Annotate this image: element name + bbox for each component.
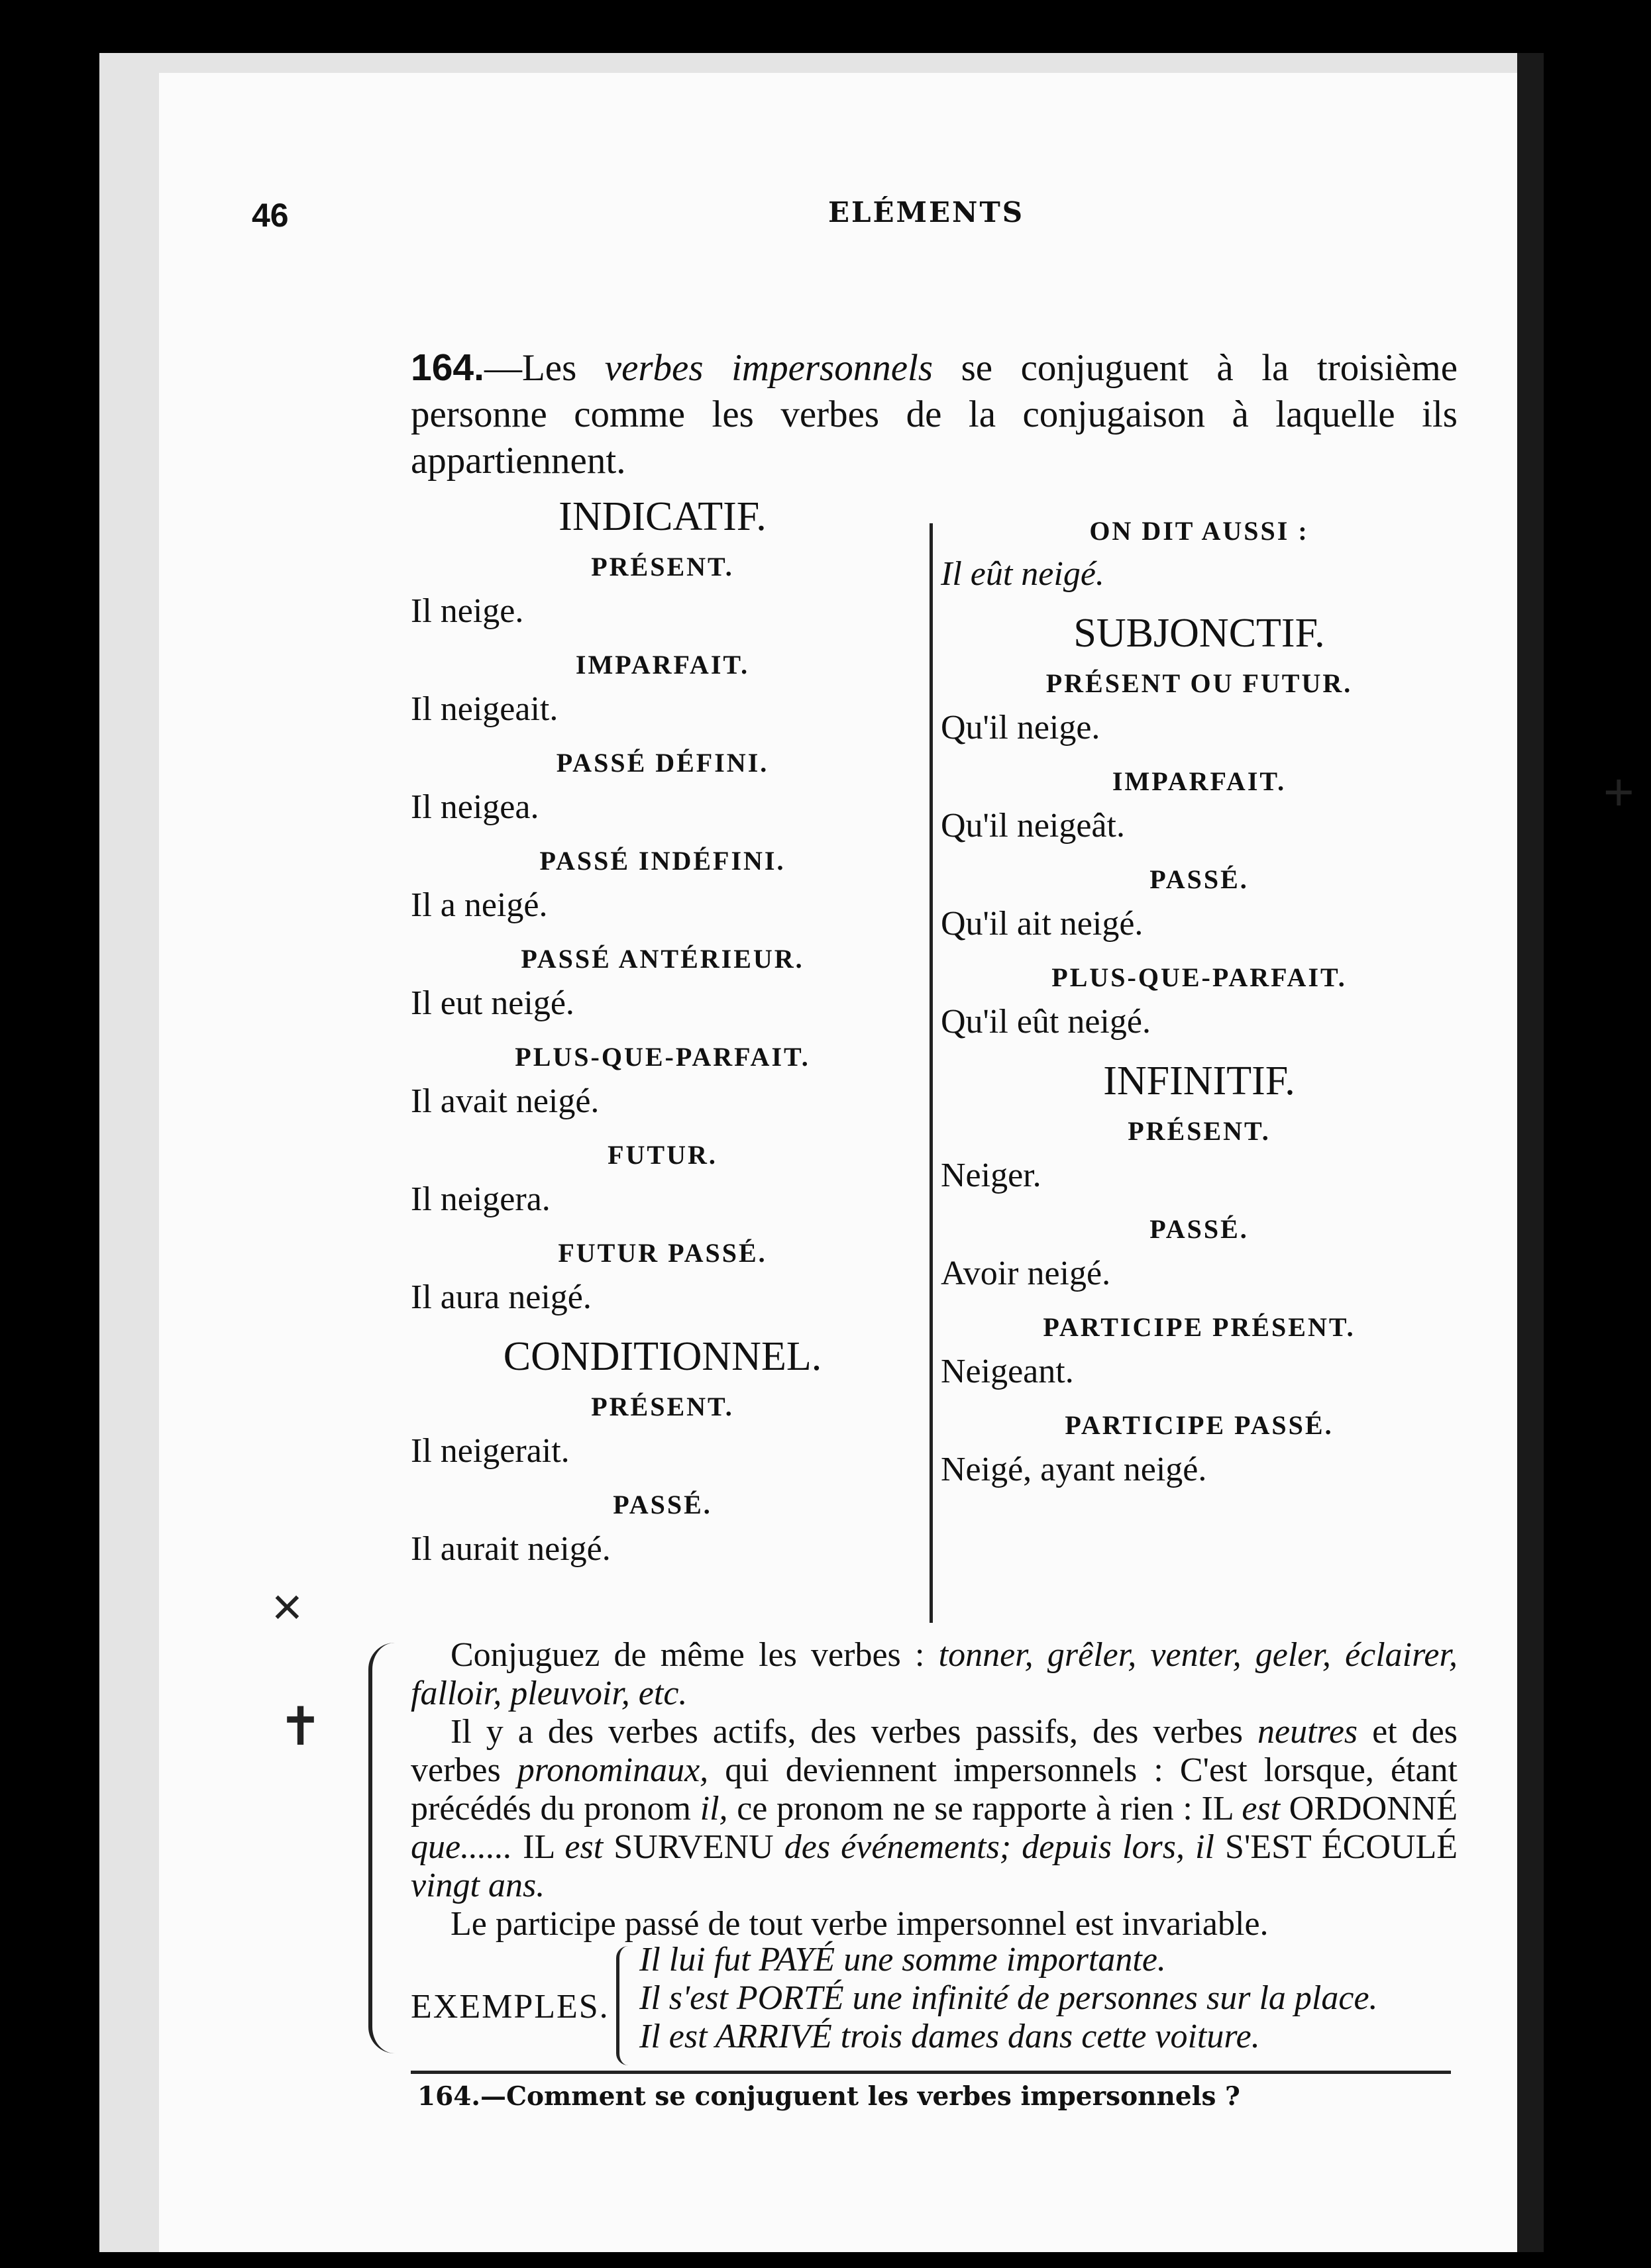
intro-paragraph [411,344,1458,484]
left-column [411,490,914,1582]
note-text: SURVENU [603,1828,784,1866]
verb-form: Il avait neigé. [411,1082,600,1120]
example-line: Il s'est PORTÉ une infinité de personnes sur la place. [639,1979,1378,2017]
verb-form: Il neigera. [411,1180,551,1218]
verb-form: Il aura neigé. [411,1278,592,1316]
tense-label: FUTUR PASSÉ. [558,1238,767,1268]
note-italic: tonner, grêler, venter, geler, éclairer, falloir, pleuvoir, etc. [411,1636,1458,1712]
mood-heading-conditionnel: CONDITIONNEL. [503,1334,822,1379]
examples-brace [616,1946,634,2065]
margin-x-mark: × [272,1577,303,1636]
verb-form: Il eut neigé. [411,984,574,1022]
on-dit-aussi-label: ON DIT AUSSI : [1089,516,1309,546]
tense-label: PARTICIPE PASSÉ. [1065,1410,1334,1440]
notes-brace [368,1643,412,2053]
note-text: et des verbes [411,1713,1458,1789]
paragraph-number: 164. [411,346,484,389]
note-paragraph [411,1713,1458,1905]
verb-form: Neigeant. [941,1353,1074,1390]
example-line: Il est ARRIVÉ trois dames dans cette voiture. [639,2018,1260,2055]
note-italic: que...... [411,1828,513,1866]
margin-cross-mark: ✝ [278,1697,323,1756]
tense-label: PLUS-QUE-PARFAIT. [515,1042,810,1072]
note-italic: vingt ans. [411,1867,545,1904]
note-text: Il y a des verbes actifs, des verbes passifs, des verbes [451,1713,1258,1751]
examples-lines [639,1941,1378,2056]
tense-label: PASSÉ INDÉFINI. [539,846,786,876]
tense-label: PRÉSENT OU FUTUR. [1045,668,1353,698]
intro-italic: verbes impersonnels [604,347,933,389]
tense-label: PASSÉ. [613,1490,712,1520]
verb-form-alternative: Il eût neigé. [941,555,1104,593]
note-text: IL [512,1828,565,1866]
verb-form: Il a neigé. [411,886,548,924]
tense-label: PASSÉ. [1149,1214,1249,1244]
verb-form: Qu'il neigeât. [941,807,1125,845]
verb-form: Neiger. [941,1157,1041,1194]
note-paragraph [411,1636,1458,1713]
verb-form: Qu'il neige. [941,709,1100,747]
margin-plus-mark: + [1603,762,1634,821]
column-divider [930,523,933,1623]
example-line: Il lui fut PAYÉ une somme importante. [639,1941,1166,1979]
note-text: ORDONNÉ [1280,1790,1458,1828]
review-question: 164.—Comment se conjuguent les verbes impersonnels ? [417,2081,1240,2112]
notes-block [411,1636,1458,1943]
verb-form: Il neigea. [411,788,539,826]
intro-text-a: —Les [484,347,605,389]
tense-label: PLUS-QUE-PARFAIT. [1051,962,1347,992]
verb-form: Il aurait neigé. [411,1530,611,1568]
horizontal-rule [411,2071,1451,2074]
note-italic: est [1242,1790,1281,1828]
mood-heading-indicatif: INDICATIF. [559,494,767,539]
note-italic: il, [700,1790,728,1828]
tense-label: PARTICIPE PRÉSENT. [1043,1312,1356,1342]
verb-form: Il neigeait. [411,690,559,728]
note-paragraph: Le participe passé de tout verbe impersonnel est invariable. [451,1905,1269,1943]
verb-form: Avoir neigé. [941,1255,1111,1292]
note-italic: pronominaux, [517,1751,709,1789]
running-title: ELÉMENTS [828,196,1025,229]
verb-form: Il neigerait. [411,1432,570,1470]
tense-label: PRÉSENT. [1128,1116,1271,1146]
tense-label: PASSÉ DÉFINI. [556,748,769,778]
verb-form: Neigé, ayant neigé. [941,1451,1207,1488]
page-header [0,196,1651,242]
note-text: qui deviennent impersonnels : C'est lorsque, étant précédés du pronom [411,1751,1458,1828]
intro-text-b: se conjuguent à la troisième personne comme les verbes de la conjugaison à laquelle ils appartiennent. [411,347,1458,482]
examples-label: EXEMPLES. [411,1988,610,2026]
mood-heading-subjonctif: SUBJONCTIF. [1073,611,1325,656]
book-binding [1517,53,1544,2252]
tense-label: IMPARFAIT. [575,650,750,680]
note-text: Conjuguez de même les verbes : [451,1636,939,1674]
tense-label: PASSÉ ANTÉRIEUR. [521,944,804,974]
tense-label: FUTUR. [608,1140,718,1170]
verb-form: Qu'il eût neigé. [941,1003,1151,1041]
page-number: 46 [252,197,289,234]
note-italic: neutres [1257,1713,1358,1751]
note-text: ce pronom ne se rapporte à rien : IL [727,1790,1242,1828]
note-italic: est [564,1828,604,1866]
verb-form: Il neige. [411,592,524,630]
verb-form: Qu'il ait neigé. [941,905,1144,943]
tense-label: PRÉSENT. [591,1392,734,1421]
tense-label: IMPARFAIT. [1112,766,1287,796]
tense-label: PRÉSENT. [591,552,734,582]
note-italic: des événements; depuis lors, il [784,1828,1214,1866]
note-text: S'EST ÉCOULÉ [1214,1828,1458,1866]
right-column [941,510,1458,1502]
mood-heading-infinitif: INFINITIF. [1103,1058,1295,1104]
tense-label: PASSÉ. [1149,864,1249,894]
